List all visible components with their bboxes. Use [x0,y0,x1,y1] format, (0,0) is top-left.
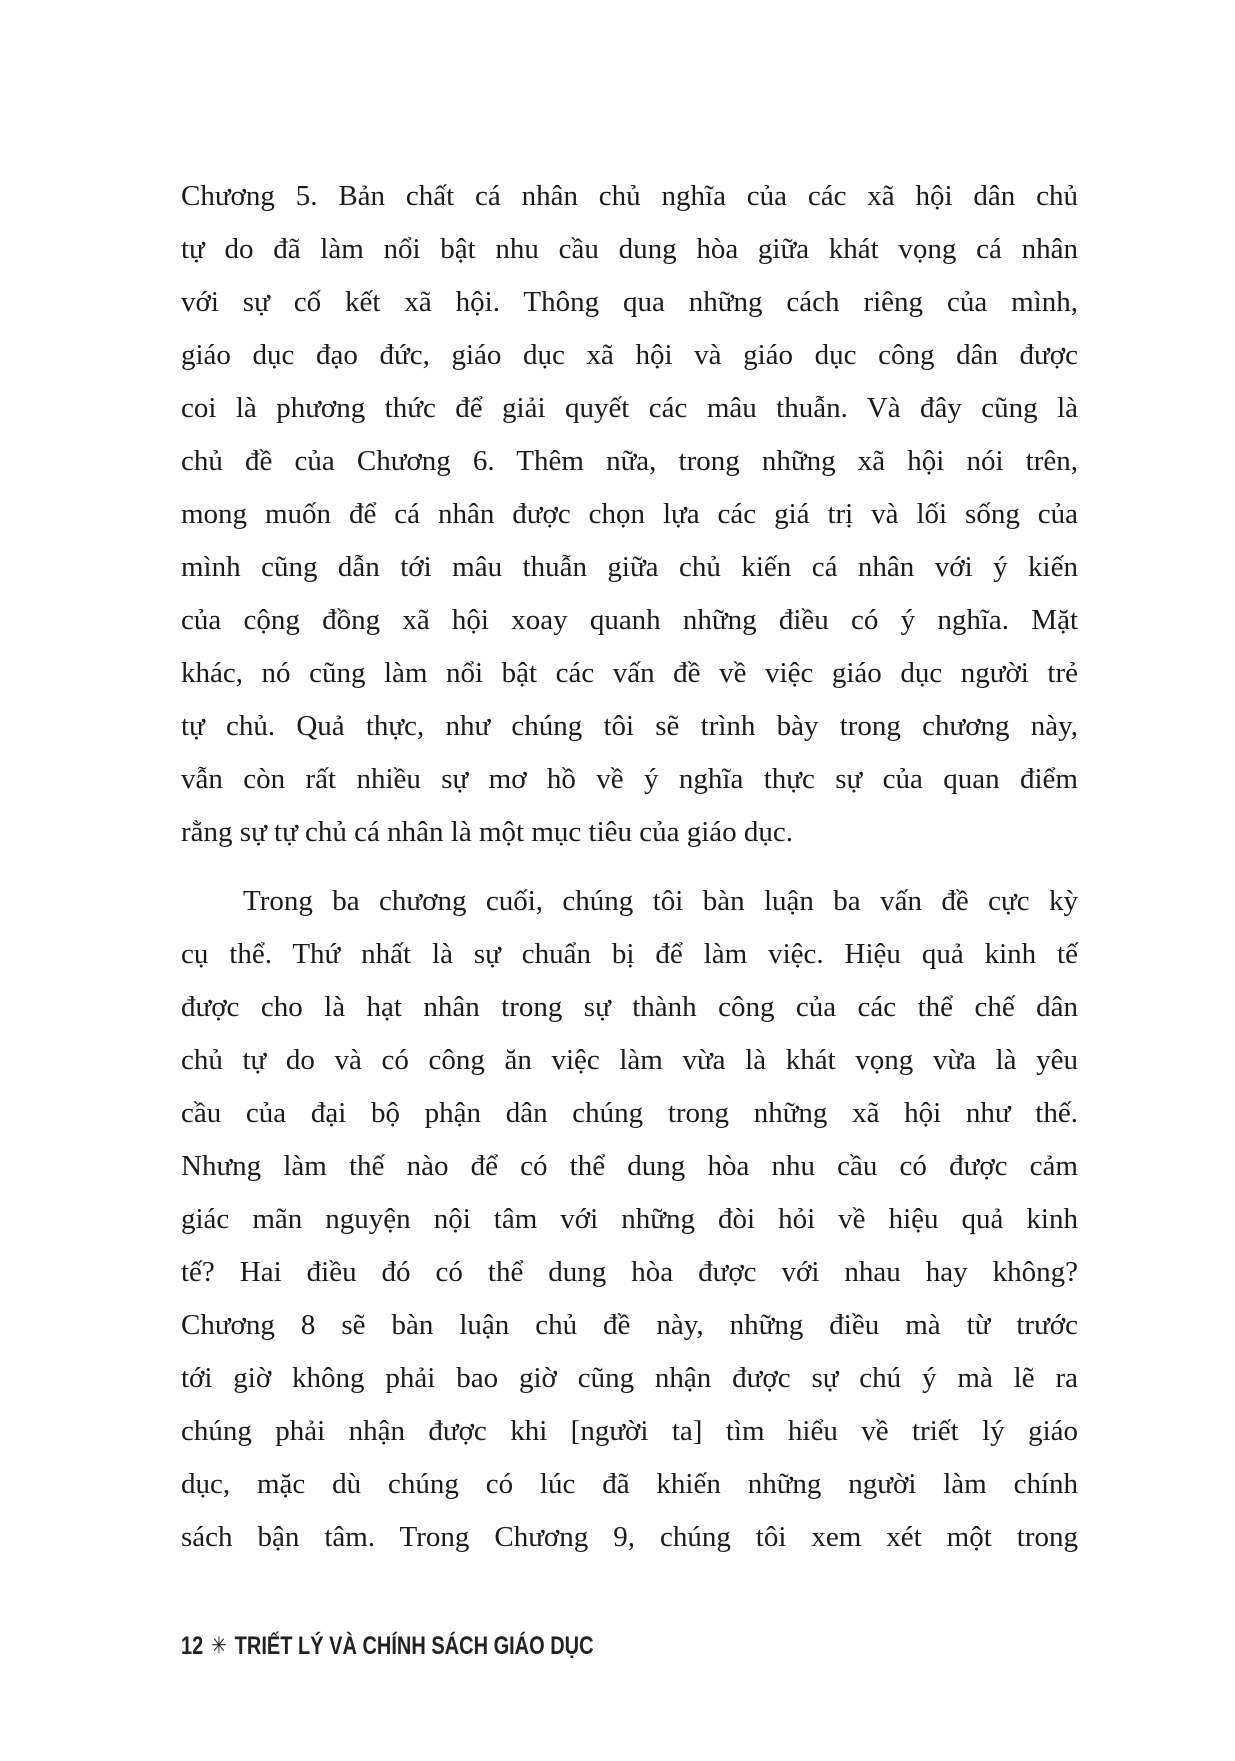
text-line: Nhưng làm thế nào để có thể dung hòa nhu cầu có được cảm [181,1150,1078,1182]
text-line: được cho là hạt nhân trong sự thành công của các thể chế dân [181,991,1078,1023]
text-line: rằng sự tự chủ cá nhân là một mục tiêu của giáo dục. [181,816,794,848]
text-line: chủ đề của Chương 6. Thêm nữa, trong những xã hội nói trên, [181,445,1078,477]
page-number: 12 [181,1632,204,1660]
text-line: tế? Hai điều đó có thể dung hòa được với nhau hay không? [181,1256,1078,1288]
paragraph-2 [181,875,1078,1564]
text-line: dục, mặc dù chúng có lúc đã khiến những người làm chính [181,1468,1078,1500]
paragraph-1 [181,170,1078,859]
page-footer [181,1632,594,1661]
text-line: giáo dục đạo đức, giáo dục xã hội và giáo dục công dân được [181,339,1078,371]
text-line: tự do đã làm nổi bật nhu cầu dung hòa giữa khát vọng cá nhân [181,233,1078,265]
running-title: TRIẾT LÝ VÀ CHÍNH SÁCH GIÁO DỤC [234,1632,594,1660]
text-line: Chương 8 sẽ bàn luận chủ đề này, những điều mà từ trước [181,1309,1078,1341]
text-line: Trong ba chương cuối, chúng tôi bàn luận ba vấn đề cực kỳ [243,885,1078,917]
text-line: của cộng đồng xã hội xoay quanh những điều có ý nghĩa. Mặt [181,604,1078,636]
text-line: cụ thể. Thứ nhất là sự chuẩn bị để làm việc. Hiệu quả kinh tế [181,938,1078,970]
text-line: giác mãn nguyện nội tâm với những đòi hỏi về hiệu quả kinh [181,1203,1078,1235]
text-line: sách bận tâm. Trong Chương 9, chúng tôi xem xét một trong [181,1521,1078,1553]
text-line: cầu của đại bộ phận dân chúng trong những xã hội như thế. [181,1097,1078,1129]
text-line: khác, nó cũng làm nổi bật các vấn đề về việc giáo dục người trẻ [181,657,1078,689]
text-line: với sự cố kết xã hội. Thông qua những cách riêng của mình, [181,286,1078,318]
text-line: mong muốn để cá nhân được chọn lựa các giá trị và lối sống của [181,498,1078,530]
text-line: coi là phương thức để giải quyết các mâu thuẫn. Và đây cũng là [181,392,1078,424]
text-line: Chương 5. Bản chất cá nhân chủ nghĩa của các xã hội dân chủ [181,180,1078,212]
text-line: chúng phải nhận được khi [người ta] tìm hiểu về triết lý giáo [181,1415,1078,1447]
text-line: mình cũng dẫn tới mâu thuẫn giữa chủ kiến cá nhân với ý kiến [181,551,1078,583]
text-line: chủ tự do và có công ăn việc làm vừa là khát vọng vừa là yêu [181,1044,1078,1076]
text-line: tự chủ. Quả thực, như chúng tôi sẽ trình bày trong chương này, [181,710,1078,742]
asterisk-icon: ✳ [211,1632,227,1658]
text-line: tới giờ không phải bao giờ cũng nhận được sự chú ý mà lẽ ra [181,1362,1078,1394]
page-text-block [181,170,1078,1564]
text-line: vẫn còn rất nhiều sự mơ hồ về ý nghĩa thực sự của quan điểm [181,763,1078,795]
